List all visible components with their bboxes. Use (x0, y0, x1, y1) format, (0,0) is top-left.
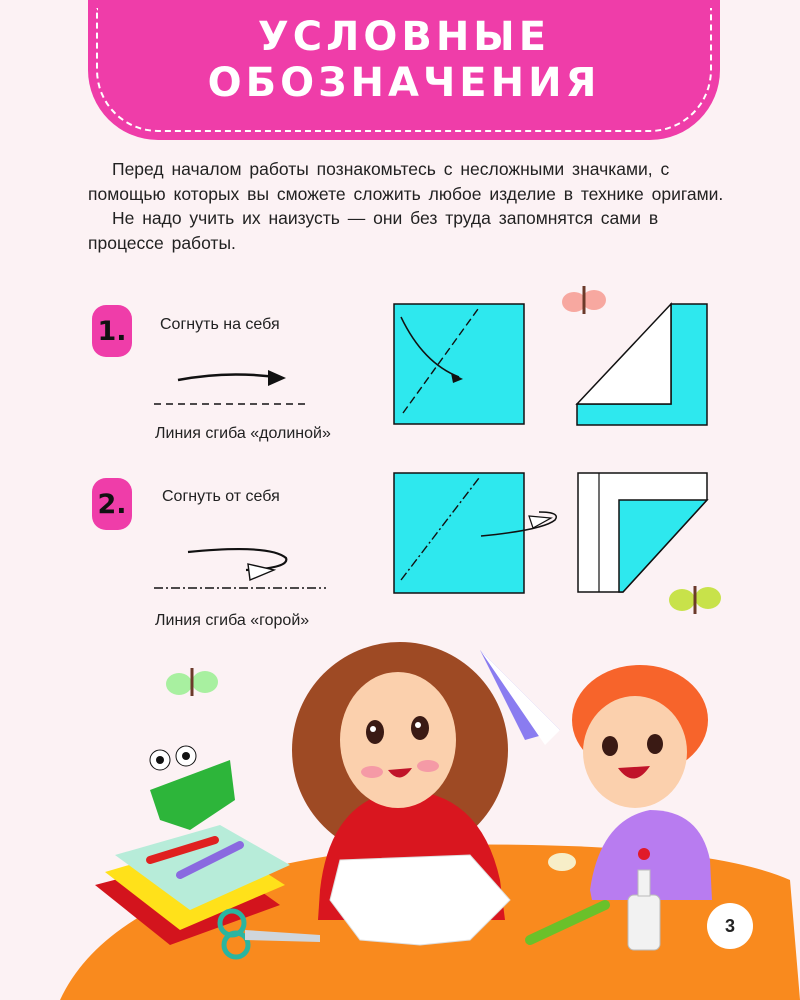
intro-paragraph-1: Перед началом работы познакомьтесь с несложными значками, с помощью которых вы сможете сложить любое изделие в технике оригами. (88, 159, 724, 204)
valley-fold-square (393, 303, 533, 428)
step-2-badge: 2. (92, 478, 132, 530)
eraser (548, 853, 576, 871)
fold-arrow (178, 374, 282, 380)
butterfly-yellow-icon (668, 582, 724, 618)
step-1-line-label: Линия сгиба «долиной» (155, 425, 331, 442)
glue-bottle (628, 895, 660, 950)
page-title: УСЛОВНЫЕ ОБОЗНАЧЕНИЯ (207, 14, 601, 106)
arrow-head (248, 564, 274, 580)
mountain-fold-symbol (150, 540, 350, 600)
valley-fold-symbol (150, 360, 350, 410)
title-banner (88, 0, 720, 140)
step-1-badge: 1. (92, 305, 132, 357)
step-1-action: Согнуть на себя (160, 316, 280, 333)
step-2-line-label: Линия сгиба «горой» (155, 612, 310, 629)
arrow-head (268, 370, 286, 386)
origami-frog (150, 760, 235, 830)
kids-origami-illustration (0, 640, 800, 1000)
step-2-action: Согнуть от себя (162, 488, 280, 505)
fold-arrow (188, 549, 286, 570)
girl-face (340, 672, 456, 808)
boy-face (583, 696, 687, 808)
page-number: 3 (707, 903, 753, 949)
boy-body (590, 810, 712, 900)
butterfly-pink-icon (560, 278, 610, 318)
intro-paragraph-2: Не надо учить их наизусть — они без труда запомнятся сами в процессе работы. (88, 208, 659, 253)
intro-text (88, 157, 728, 255)
valley-fold-result (573, 303, 713, 428)
mountain-fold-square (393, 472, 568, 597)
mountain-fold-result (577, 472, 717, 597)
